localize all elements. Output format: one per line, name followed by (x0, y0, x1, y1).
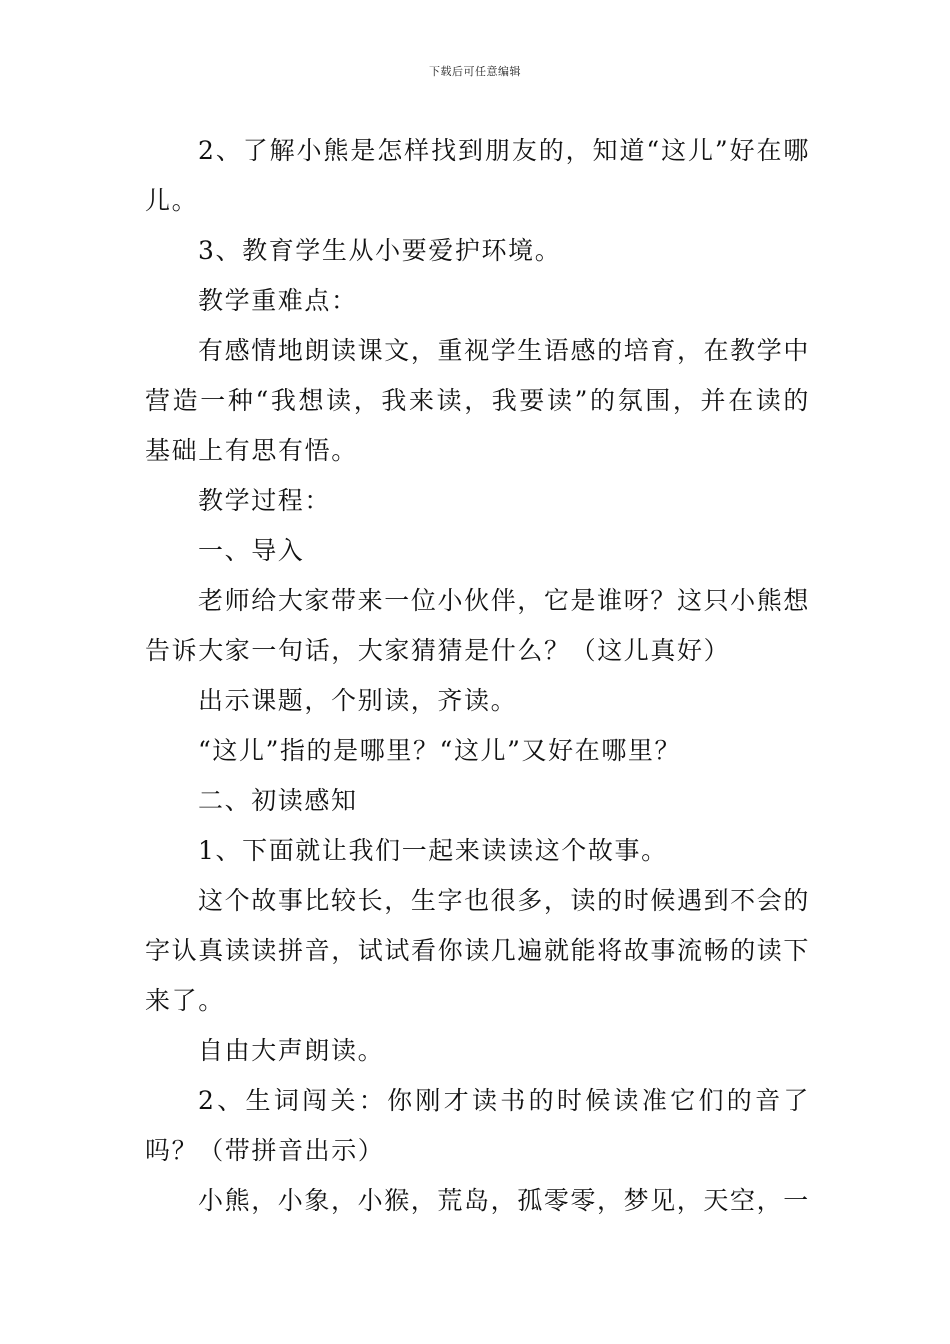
paragraph-story-instructions: 这个故事比较长，生字也很多，读的时候遇到不会的字认真读读拼音，试试看你读几遍就能将故事流畅的读下来了。 (145, 886, 811, 1015)
paragraph-vocabulary: 小熊，小象，小猴，荒岛，孤零零，梦见，天空，一 (198, 1186, 810, 1215)
paragraph-question: “这儿”指的是哪里？“这儿”又好在哪里？ (198, 736, 682, 765)
paragraph-key-points: 有感情地朗读课文，重视学生语感的培育，在教学中营造一种“我想读，我来读，我要读”的氛围，并在读的基础上有思有悟。 (145, 336, 810, 465)
paragraph-show-title: 出示课题，个别读，齐读。 (198, 686, 518, 715)
heading-introduction: 一、导入 (198, 536, 305, 565)
page-header: 下载后可任意编辑 (429, 65, 521, 78)
paragraph-objective-2: 2、了解小熊是怎样找到朋友的，知道“这儿”好在哪儿。 (145, 136, 810, 215)
paragraph-objective-3: 3、教育学生从小要爱护环境。 (198, 236, 562, 265)
paragraph-step-1: 1、下面就让我们一起来读读这个故事。 (198, 836, 668, 865)
paragraph-introduction: 老师给大家带来一位小伙伴，它是谁呀？这只小熊想告诉大家一句话，大家猜猜是什么？（这儿真好） (145, 586, 810, 665)
heading-first-reading: 二、初读感知 (198, 786, 358, 815)
document-body (145, 126, 810, 1226)
paragraph-step-2: 2、生词闯关：你刚才读书的时候读准它们的音了吗？（带拼音出示） (145, 1086, 810, 1165)
heading-teaching-process: 教学过程： (198, 486, 332, 515)
paragraph-free-reading: 自由大声朗读。 (198, 1036, 385, 1065)
heading-key-points: 教学重难点： (198, 286, 358, 315)
